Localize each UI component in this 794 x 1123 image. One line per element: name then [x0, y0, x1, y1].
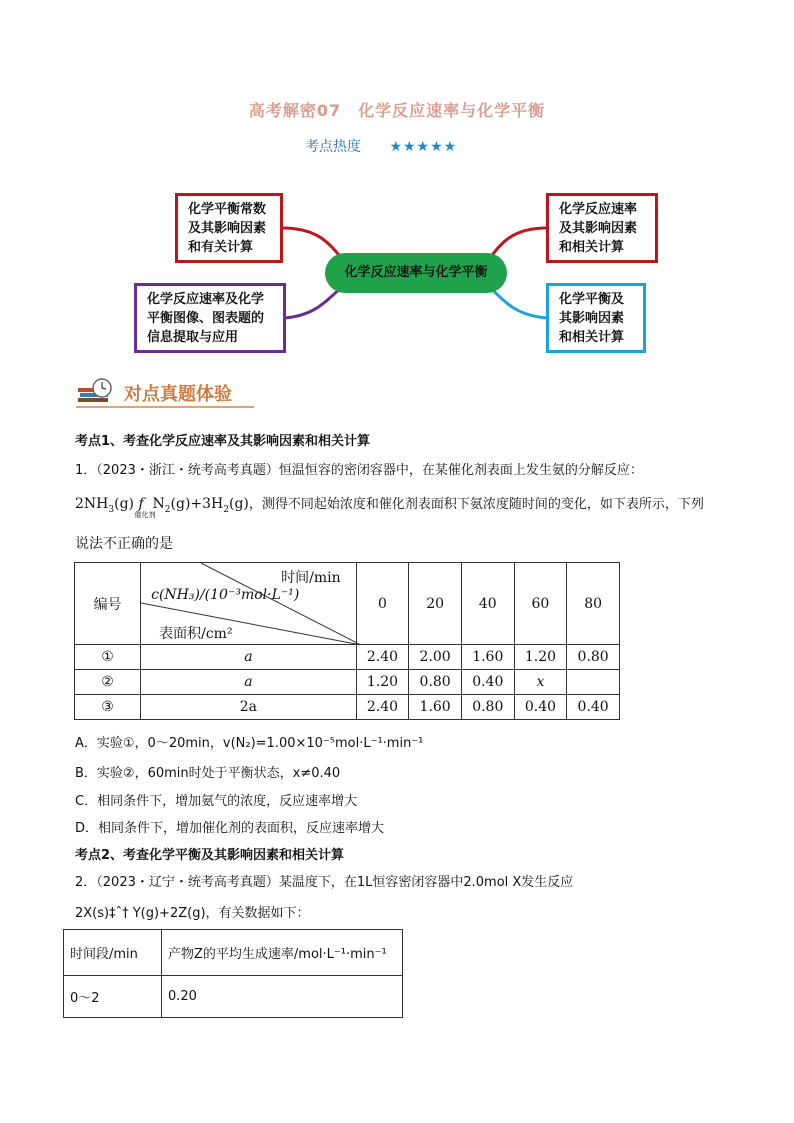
clock-books-icon — [76, 376, 120, 408]
node-reaction-rate: 化学反应速率 及其影响因素 和相关计算 — [546, 193, 658, 263]
q1-table — [74, 562, 620, 720]
th-rate: 产物Z的平均生成速率/mol·L⁻¹·min⁻¹ — [162, 930, 403, 976]
th-time-20: 20 — [409, 563, 462, 645]
kp1-heading: 考点1、考查化学反应速率及其影响因素和相关计算 — [75, 434, 371, 449]
q1-option-c: C．相同条件下，增加氨气的浓度，反应速率增大 — [75, 794, 358, 809]
th-period: 时间段/min — [64, 930, 162, 976]
q1-reaction: $2NH_3(g)$ f 催化剂 $N_2(g)+3H_2(g)$，测得不同起始浓度和催化剂表面积下氨浓度随时间的变化，如下表所示，下列 — [75, 496, 704, 519]
section-title: 对点真题体验 — [124, 384, 232, 405]
q2-reaction: 2X(s)‡ˆ† Y(g)+2Z(g)，有关数据如下： — [75, 906, 310, 921]
equilibrium-arrow: f 催化剂 — [134, 496, 156, 519]
q2-table — [63, 929, 403, 1018]
th-diagonal — [141, 563, 357, 645]
th-time-80: 80 — [567, 563, 620, 645]
table-row: ① a 2.40 2.00 1.60 1.20 0.80 — [75, 645, 620, 670]
th-time-0: 0 — [356, 563, 409, 645]
node-center: 化学反应速率与化学平衡 — [325, 253, 507, 293]
q1-option-a: A．实验①，0～20min，v(N₂)=1.00×10⁻⁵mol·L⁻¹·min⁻¹ — [75, 736, 424, 751]
th-id: 编号 — [75, 563, 141, 645]
mind-map-connectors — [0, 0, 794, 400]
q1-option-b: B．实验②，60min时处于平衡状态，x≠0.40 — [75, 766, 341, 781]
q1-option-d: D．相同条件下，增加催化剂的表面积，反应速率增大 — [75, 821, 385, 836]
q1-stem — [75, 462, 643, 480]
node-equilibrium-constant: 化学平衡常数 及其影响因素 和有关计算 — [175, 193, 283, 263]
q1-source: （2023・浙江・统考高考真题） — [96, 463, 279, 478]
section-header — [76, 376, 254, 408]
q1-number: 1． — [75, 463, 97, 478]
q2-stem: 2．（2023・辽宁・统考高考真题）某温度下，在1L恒容密闭容器中2.0mol X发生反应 — [75, 875, 574, 890]
q1-text: 恒温恒容的密闭容器中，在某催化剂表面上发生氨的分解反应： — [278, 463, 643, 478]
page-title: 高考解密07 化学反应速率与化学平衡 — [248, 101, 546, 120]
kp2-heading: 考点2、考查化学平衡及其影响因素和相关计算 — [75, 848, 345, 863]
node-equilibrium-factors: 化学平衡及 其影响因素 和相关计算 — [546, 283, 646, 353]
table-row: ② a 1.20 0.80 0.40 x — [75, 670, 620, 695]
th-time-40: 40 — [461, 563, 514, 645]
th-time-60: 60 — [514, 563, 567, 645]
table-row: 0～2 0.20 — [64, 976, 403, 1018]
th-conc: c(NH₃)/(10⁻³mol·L⁻¹) — [151, 587, 300, 603]
th-area: 表面积/cm² — [159, 626, 233, 642]
section-underline — [76, 406, 254, 408]
node-graph-interpretation: 化学反应速率及化学 平衡图像、图表题的 信息提取与应用 — [134, 283, 286, 353]
heat-label: 考点热度 — [305, 139, 361, 155]
table-row: ③ 2a 2.40 1.60 0.80 0.40 0.40 — [75, 695, 620, 720]
th-time: 时间/min — [281, 570, 341, 586]
heat-stars: ★★★★★ — [389, 139, 458, 155]
q1-line2: 说法不正确的是 — [75, 536, 173, 552]
